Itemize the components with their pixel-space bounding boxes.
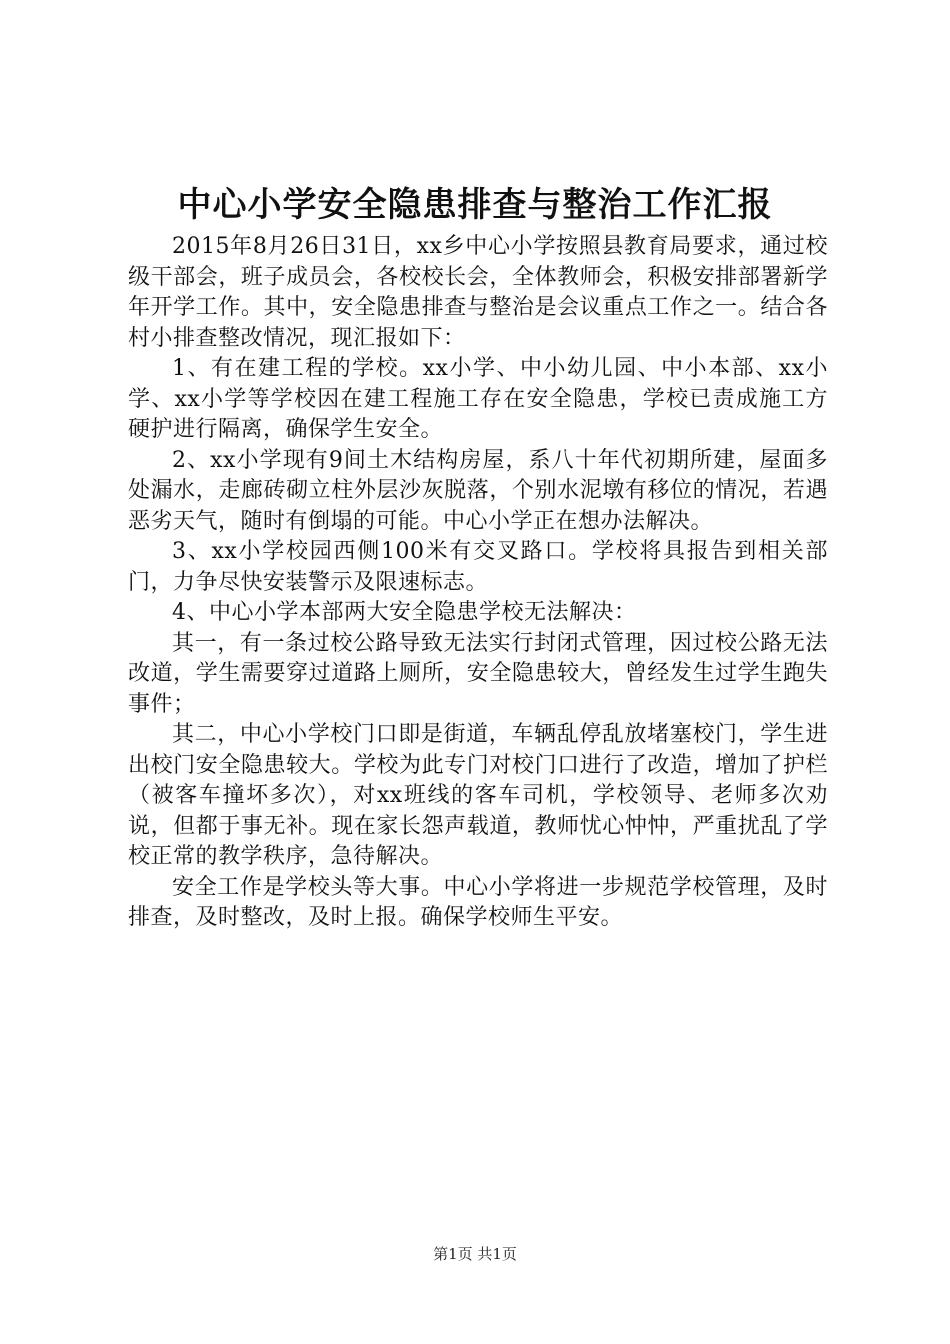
paragraph-item-2: 2、xx小学现有9间土木结构房屋，系八十年代初期所建，屋面多处漏水，走廊砖砌立柱外层沙灰脱落，个别水泥墩有移位的情况，若遇恶劣天气，随时有倒塌的可能。中心小学正在想办法解决。	[128, 447, 828, 534]
paragraph-intro: 2015年8月26日31日，xx乡中心小学按照县教育局要求，通过校级干部会，班子成员会，各校校长会，全体教师会，积极安排部署新学年开学工作。其中，安全隐患排查与整治是会议重点工作之一。结合各村小排查整改情况，现汇报如下：	[128, 234, 828, 351]
document-title: 中心小学安全隐患排查与整治工作汇报	[177, 185, 773, 225]
page-number-footer: 第1页 共1页	[433, 1245, 517, 1263]
document-body	[128, 232, 828, 934]
paragraph-point-1: 其一，有一条过校公路导致无法实行封闭式管理，因过校公路无法改道，学生需要穿过道路上厕所，安全隐患较大，曾经发生过学生跑失事件；	[128, 630, 828, 717]
paragraph-point-2: 其二，中心小学校门口即是街道，车辆乱停乱放堵塞校门，学生进出校门安全隐患较大。学校为此专门对校门口进行了改造，增加了护栏（被客车撞坏多次），对xx班线的客车司机，学校领导、老师多次劝说，但都于事无补。现在家长怨声载道，教师忧心忡忡，严重扰乱了学校正常的教学秩序，急待解决。	[128, 722, 828, 869]
paragraph-item-4: 4、中心小学本部两大安全隐患学校无法解决：	[172, 600, 637, 625]
paragraph-item-1: 1、有在建工程的学校。xx小学、中小幼儿园、中小本部、xx小学、xx小学等学校因在建工程施工存在安全隐患，学校已责成施工方硬护进行隔离，确保学生安全。	[128, 356, 828, 442]
paragraph-conclusion: 安全工作是学校头等大事。中心小学将进一步规范学校管理，及时排查，及时整改，及时上报。确保学校师生平安。	[128, 874, 828, 930]
paragraph-item-3: 3、xx小学校园西侧100米有交叉路口。学校将具报告到相关部门，力争尽快安装警示及限速标志。	[128, 539, 828, 595]
